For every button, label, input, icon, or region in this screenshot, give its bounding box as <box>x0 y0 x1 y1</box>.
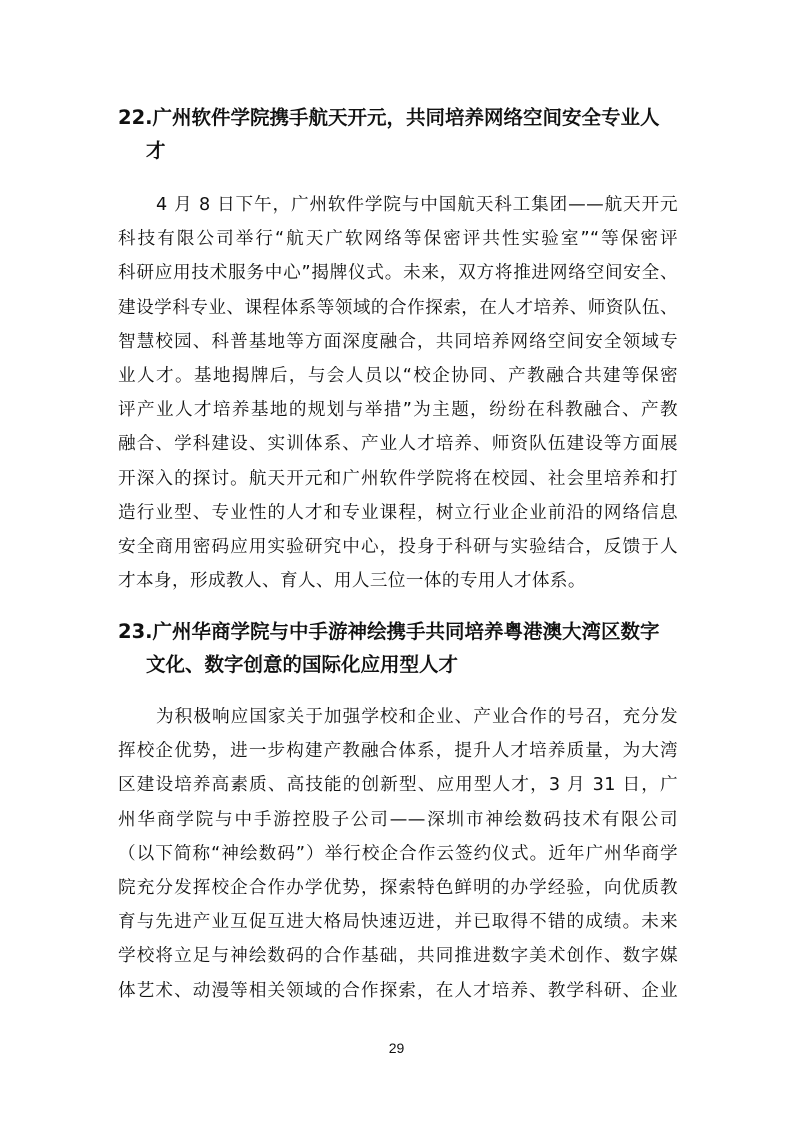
paragraph-line: 体艺术、动漫等相关领域的合作探索，在人才培养、教学科研、企业 <box>118 980 678 1001</box>
paragraph-line: 为积极响应国家关于加强学校和企业、产业合作的号召，充分发 <box>156 707 678 727</box>
paragraph-line: 才本身，形成教人、育人、用人三位一体的专用人才体系。 <box>118 571 586 592</box>
paragraph-line: 科技有限公司举行“航天广软网络等保密评共性实验室”“等保密评 <box>118 229 678 250</box>
paragraph-line: 融合、学科建设、实训体系、产业人才培养、师资队伍建设等方面展 <box>118 434 678 455</box>
section-22-heading <box>118 101 678 167</box>
paragraph-line: 业人才。基地揭牌后，与会人员以“校企协同、产教融合共建等保密 <box>118 366 678 387</box>
paragraph-line: 建设学科专业、课程体系等领域的合作探索，在人才培养、师资队伍、 <box>118 297 678 318</box>
paragraph-line: （以下简称“神绘数码”）举行校企合作云签约仪式。近年广州华商学 <box>118 843 678 864</box>
section-23-paragraph <box>118 700 678 1008</box>
section-22-heading-line1: 22.广州软件学院携手航天开元，共同培养网络空间安全专业人 <box>118 106 660 129</box>
paragraph-line: 智慧校园、科普基地等方面深度融合，共同培养网络空间安全领域专 <box>118 331 678 352</box>
section-22-paragraph <box>118 188 678 598</box>
section-23-heading <box>118 615 678 681</box>
paragraph-line: 区建设培养高素质、高技能的创新型、应用型人才，3 月 31 日，广 <box>118 775 678 796</box>
page-number: 29 <box>388 1040 405 1056</box>
paragraph-line: 科研应用技术服务中心”揭牌仪式。未来，双方将推进网络空间安全、 <box>118 263 678 284</box>
paragraph-line: 育与先进产业互促互进大格局快速迈进，并已取得不错的成绩。未来 <box>118 912 678 933</box>
section-23-heading-line2: 文化、数字创意的国际化应用型人才 <box>146 653 459 676</box>
paragraph-line: 院充分发挥校企合作办学优势，探索特色鲜明的办学经验，向优质教 <box>118 878 678 899</box>
paragraph-line: 4 月 8 日下午，广州软件学院与中国航天科工集团——航天开元 <box>156 195 678 215</box>
paragraph-line: 开深入的探讨。航天开元和广州软件学院将在校园、社会里培养和打 <box>118 468 678 489</box>
section-22-heading-line2: 才 <box>146 139 166 162</box>
paragraph-line: 安全商用密码应用实验研究中心，投身于科研与实验结合，反馈于人 <box>118 537 678 558</box>
paragraph-line: 州华商学院与中手游控股子公司——深圳市神绘数码技术有限公司 <box>118 809 678 830</box>
paragraph-line: 评产业人才培养基地的规划与举措”为主题，纷纷在科教融合、产教 <box>118 400 678 421</box>
section-23-heading-line1: 23.广州华商学院与中手游神绘携手共同培养粤港澳大湾区数字 <box>118 620 660 643</box>
paragraph-line: 造行业型、专业性的人才和专业课程，树立行业企业前沿的网络信息 <box>118 502 678 523</box>
paragraph-line: 挥校企优势，进一步构建产教融合体系，提升人才培养质量，为大湾 <box>118 741 678 762</box>
paragraph-line: 学校将立足与神绘数码的合作基础，共同推进数字美术创作、数字媒 <box>118 946 678 967</box>
